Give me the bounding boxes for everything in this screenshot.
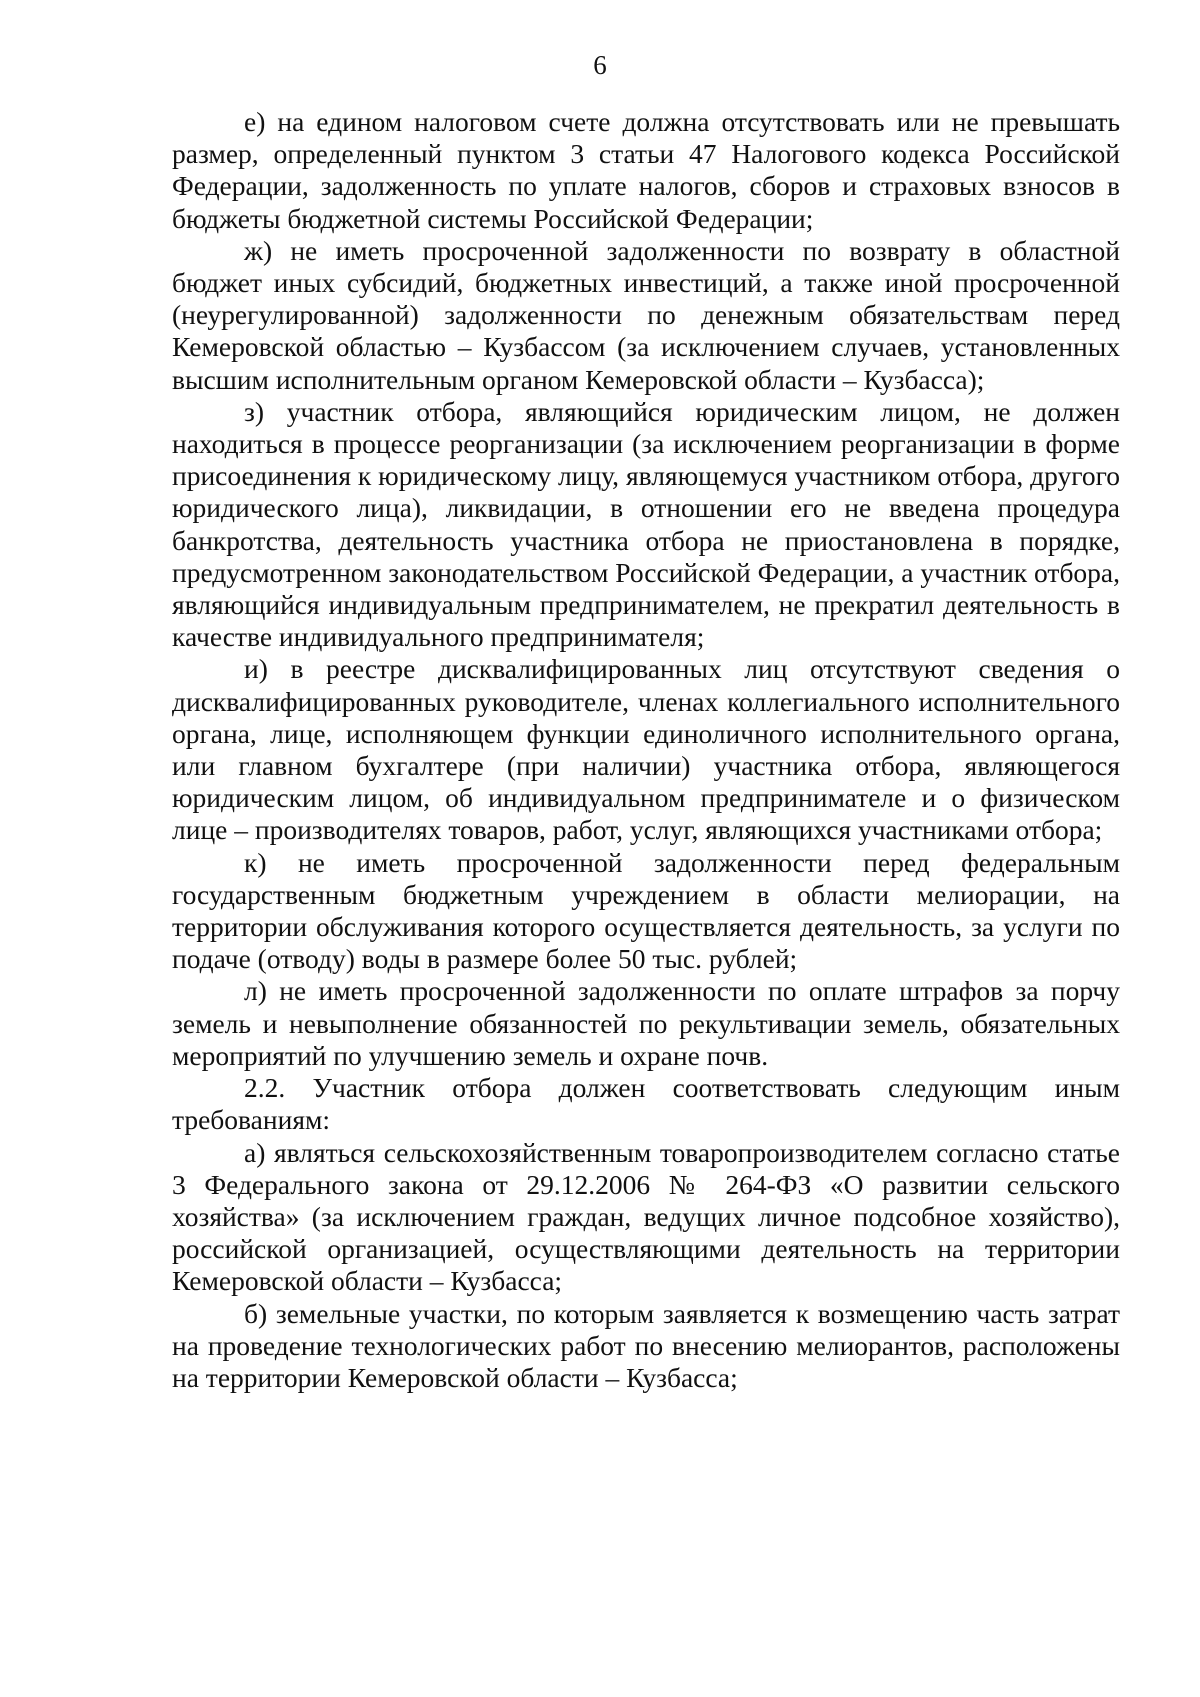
- paragraph-2-2: 2.2. Участник отбора должен соответствовать следующим иным требованиям:: [172, 1072, 1120, 1136]
- paragraph-e: е) на едином налоговом счете должна отсутствовать или не превышать размер, определенный пунктом 3 статьи 47 Налогового кодекса Российской Федерации, задолженность по уплате налогов, сборов и страховых взносов в бюджеты бюджетной системы Российской Федерации;: [172, 106, 1120, 234]
- paragraph-b: б) земельные участки, по которым заявляется к возмещению часть затрат на проведение технологических работ по внесению мелиорантов, расположены на территории Кемеровской области – Кузбасса;: [172, 1297, 1120, 1393]
- paragraph-l: л) не иметь просроченной задолженности по оплате штрафов за порчу земель и невыполнение обязанностей по рекультивации земель, обязательных мероприятий по улучшению земель и охране почв.: [172, 975, 1120, 1071]
- paragraph-a: а) являться сельскохозяйственным товаропроизводителем согласно статье 3 Федерального закона от 29.12.2006 № 264-ФЗ «О развитии сельского хозяйства» (за исключением граждан, ведущих личное подсобное хозяйство), российской организацией, осуществляющими деятельность на территории Кемеровской области – Кузбасса;: [172, 1136, 1120, 1297]
- paragraph-z: з) участник отбора, являющийся юридическим лицом, не должен находиться в процессе реорганизации (за исключением реорганизации в форме присоединения к юридическому лицу, являющемуся участником отбора, другого юридического лица), ликвидации, в отношении его не введена процедура банкротства, деятельность участника отбора не приостановлена в порядке, предусмотренном законодательством Российской Федерации, а участник отбора, являющийся индивидуальным предпринимателем, не прекратил деятельность в качестве индивидуального предпринимателя;: [172, 395, 1121, 653]
- paragraph-zh: ж) не иметь просроченной задолженности по возврату в областной бюджет иных субсидий, бюджетных инвестиций, а также иной просроченной (неурегулированной) задолженности по денежным обязательствам перед Кемеровской областью – Кузбассом (за исключением случаев, установленных высшим исполнительным органом Кемеровской области – Кузбасса);: [172, 234, 1120, 395]
- page-number: 6: [593, 50, 607, 80]
- paragraph-i: и) в реестре дисквалифицированных лиц отсутствуют сведения о дисквалифицированных руководителе, членах коллегиального исполнительного органа, лице, исполняющем функции единоличного исполнительного органа, или главном бухгалтере (при наличии) участника отбора, являющегося юридическим лицом, об индивидуальном предпринимателе и о физическом лице – производителях товаров, работ, услуг, являющихся участниками отбора;: [172, 653, 1120, 846]
- document-body: [172, 106, 1120, 1394]
- paragraph-k: к) не иметь просроченной задолженности перед федеральным государственным бюджетным учреждением в области мелиорации, на территории обслуживания которого осуществляется деятельность, за услуги по подаче (отводу) воды в размере более 50 тыс. рублей;: [172, 846, 1120, 975]
